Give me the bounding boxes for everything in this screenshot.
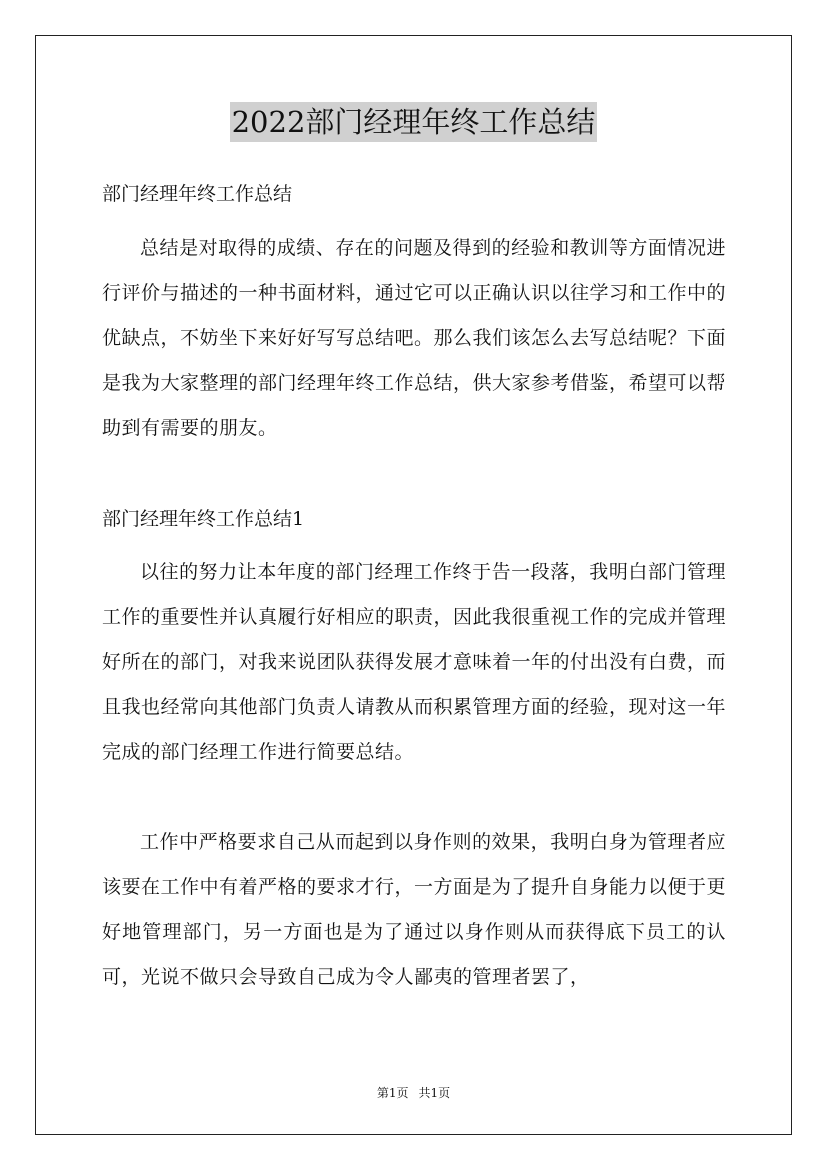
subtitle-heading: 部门经理年终工作总结 bbox=[102, 183, 293, 205]
section1-paragraph-1: 以往的努力让本年度的部门经理工作终于告一段落，我明白部门管理工作的重要性并认真履行好相应的职责，因此我很重视工作的完成并管理好所在的部门，对我来说团队获得发展才意味着一年的付出没有白费，而且我也经常向其他部门负责人请教从而积累管理方面的经验，现对这一年完成的部门经理工作进行简要总结。 bbox=[102, 561, 727, 763]
document-title: 2022部门经理年终工作总结 bbox=[230, 102, 598, 142]
section-heading-1: 部门经理年终工作总结1 bbox=[102, 508, 305, 530]
page-number: 第1页 bbox=[376, 1086, 409, 1100]
page-footer bbox=[0, 1084, 827, 1101]
title-container bbox=[0, 102, 827, 142]
intro-paragraph: 总结是对取得的成绩、存在的问题及得到的经验和教训等方面情况进行评价与描述的一种书面材料，通过它可以正确认识以往学习和工作中的优缺点，不妨坐下来好好写写总结吧。那么我们该怎么去写总结呢？下面是我为大家整理的部门经理年终工作总结，供大家参考借鉴，希望可以帮助到有需要的朋友。 bbox=[102, 237, 727, 439]
section1-paragraph-2: 工作中严格要求自己从而起到以身作则的效果，我明白身为管理者应该要在工作中有着严格的要求才行，一方面是为了提升自身能力以便于更好地管理部门，另一方面也是为了通过以身作则从而获得底下员工的认可，光说不做只会导致自己成为令人鄙夷的管理者罢了， bbox=[102, 831, 727, 988]
page-total: 共1页 bbox=[418, 1086, 451, 1100]
